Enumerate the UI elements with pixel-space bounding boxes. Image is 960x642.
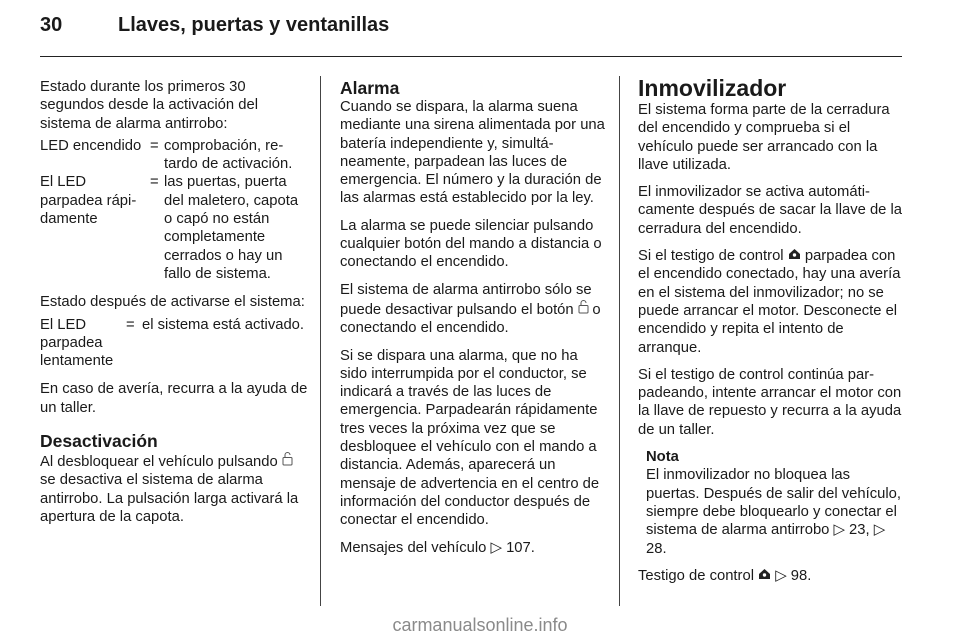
def-eq: = — [150, 174, 159, 191]
immobilizer-warning-icon — [758, 568, 775, 584]
def-eq: = — [150, 137, 159, 154]
page-ref-icon: ▷ — [833, 522, 845, 539]
immob-p3a: Si el testigo de control — [638, 248, 784, 265]
immob-p4: Si el testigo de control continúa parpadeando, intente arrancar el motor con la llave de repuesto y recurra a la ayuda de un taller. — [638, 366, 902, 438]
column-1 — [40, 78, 310, 535]
immob-p5-ref: 98. — [790, 567, 812, 584]
alarm-p4: Si se dispara una alarma, que no ha sido interrumpida por el conductor, se indicará a través de las luces de emergencia. Parpadearán rápidamente tres veces la próxima vez que se desbloquee el vehículo con el mando a distancia. Además, aparecerá un mensaje de advertencia en el centro de información del conductor después de conectar el encendido. — [340, 347, 600, 529]
immobilizer-warning-icon — [788, 248, 805, 264]
alarm-heading: Alarma — [340, 78, 400, 98]
header-rule — [40, 56, 902, 57]
led-def-2 — [40, 173, 310, 283]
immob-p1: El sistema forma parte de la cerradura del encendido y comprueba si el vehículo puede ser arrancado con la llave utilizada. — [638, 102, 890, 173]
immob-p3b: parpadea con el encendido conectado, hay una avería en el sistema del inmovilizador; no se puede arrancar el motor. Desconecte el encendido y repita el intento de arranque. — [638, 248, 901, 356]
alarm-p3b: o conectando el encendido. — [340, 301, 601, 337]
page-header — [40, 14, 389, 37]
note-text: El inmovilizador no bloquea las puertas. Después de salir del vehículo, siempre debe bloquearlo y conectar el sistema de alarma antirrobo — [646, 467, 901, 539]
def-term: LED encendido — [40, 137, 142, 154]
note-ref-2: 28. — [646, 540, 667, 557]
def-term: El LED parpadea lentamente — [40, 316, 114, 370]
note-box — [646, 448, 904, 558]
column-divider-1 — [320, 76, 321, 606]
note-title: Nota — [646, 449, 679, 466]
def-desc: comprobación, retardo de activación. — [164, 137, 293, 173]
unlock-icon — [282, 454, 293, 469]
def-desc: las puertas, puerta del maletero, capota o capó no están completamente cerrados o hay un fallo de sistema. — [164, 174, 299, 282]
immobilizer-heading: Inmovilizador — [638, 75, 787, 101]
page-title: Llaves, puertas y ventanillas — [118, 14, 390, 36]
page-ref-icon: ▷ — [775, 567, 787, 584]
led-def-3 — [40, 316, 310, 371]
page-number: 30 — [40, 14, 63, 36]
immob-p5: Testigo de control — [638, 567, 754, 584]
led-def-1 — [40, 137, 310, 174]
note-ref-1: 23, — [849, 522, 870, 539]
column-2 — [340, 78, 608, 566]
deact-text-1: Al desbloquear el vehículo pulsando — [40, 454, 278, 471]
status-after-text: Estado después de activarse el sistema: — [40, 294, 305, 311]
column-3 — [638, 75, 904, 594]
def-desc: el sistema está activado. — [142, 316, 305, 333]
fault-text: En caso de avería, recurra a la ayuda de un taller. — [40, 381, 308, 416]
def-eq: = — [126, 316, 135, 333]
alarm-p5: Mensajes del vehículo — [340, 539, 487, 556]
alarm-p2: La alarma se puede silenciar pulsando cualquier botón del mando a distancia o conectando el encendido. — [340, 217, 602, 271]
def-term: El LED parpadea rápidamente — [40, 174, 137, 228]
page-ref-icon: ▷ — [873, 522, 886, 539]
alarm-p3a: El sistema de alarma antirrobo sólo se puede desactivar pulsando el botón — [340, 281, 592, 318]
column-divider-2 — [619, 76, 620, 606]
page-ref-icon: ▷ — [490, 539, 502, 556]
deact-text-2: se desactiva el sistema de alarma antirrobo. La pulsación larga activará la apertura de la capota. — [40, 472, 299, 525]
immob-p2: El inmovilizador se activa automáticamente después de sacar la llave de la cerradura del encendido. — [638, 184, 903, 237]
alarm-p1: Cuando se dispara, la alarma suena mediante una sirena alimentada por una batería independiente y, simultáneamente, parpadean las luces de emergencia. El número y la duración de las alarmas está establecido por la ley. — [340, 99, 605, 207]
alarm-p5-ref: 107. — [506, 539, 535, 556]
intro-text: Estado durante los primeros 30 segundos desde la activación del sistema de alarma antirrobo: — [40, 79, 258, 132]
watermark: carmanualsonline.info — [392, 615, 568, 635]
deactivation-heading: Desactivación — [40, 431, 158, 452]
unlock-icon — [578, 302, 593, 317]
